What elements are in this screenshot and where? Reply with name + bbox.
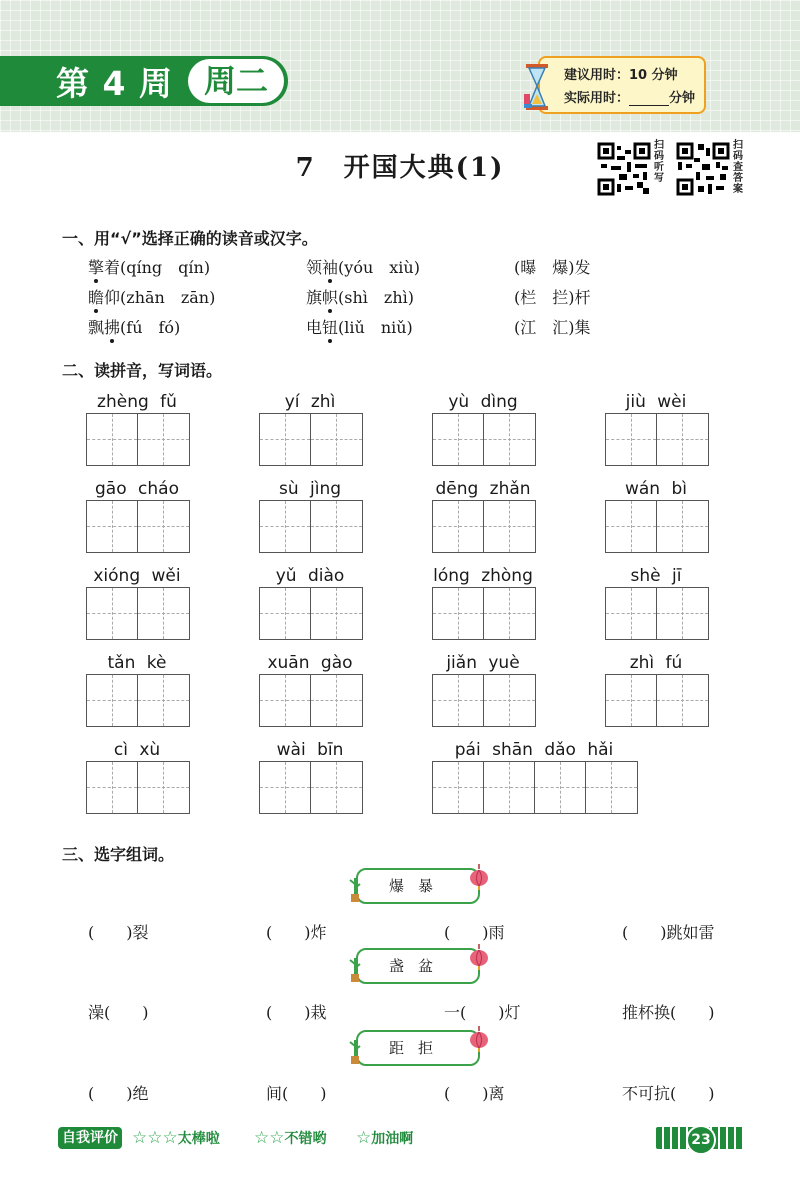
- writing-grid[interactable]: [259, 587, 363, 640]
- grid-cell[interactable]: [433, 588, 484, 639]
- grid-cell[interactable]: [606, 675, 657, 726]
- grid-cell[interactable]: [433, 675, 484, 726]
- grid-cell[interactable]: [433, 762, 484, 813]
- pinyin-label: yǔ diào: [275, 566, 345, 586]
- fill-blank-word[interactable]: ( )绝: [88, 1084, 149, 1103]
- rating-good[interactable]: ☆☆不错哟: [254, 1128, 327, 1148]
- writing-grid[interactable]: [605, 674, 709, 727]
- question-item: (江 汇)集: [514, 318, 591, 337]
- fill-blank-word[interactable]: 不可抗( ): [622, 1084, 715, 1103]
- choice-pill: 盏盆: [356, 948, 480, 984]
- lantern-icon: [468, 1026, 490, 1052]
- writing-grid[interactable]: [86, 674, 190, 727]
- grid-cell[interactable]: [586, 762, 637, 813]
- pinyin-label: gāo cháo: [95, 479, 179, 499]
- fill-blank-word[interactable]: ( )跳如雷: [622, 923, 715, 942]
- grid-cell[interactable]: [311, 588, 362, 639]
- self-eval-label: 自我评价: [58, 1127, 122, 1149]
- fill-blank-word[interactable]: 一( )灯: [444, 1003, 521, 1022]
- lantern-icon: [468, 944, 490, 970]
- fill-blank-word[interactable]: ( )离: [444, 1084, 505, 1103]
- grid-cell[interactable]: [260, 762, 311, 813]
- pinyin-label: cì xù: [113, 740, 161, 760]
- writing-grid[interactable]: [259, 500, 363, 553]
- grid-cell[interactable]: [606, 501, 657, 552]
- lantern-icon: [468, 864, 490, 890]
- pinyin-label: pái shān dǎo hǎi: [454, 740, 614, 760]
- hourglass-icon: [524, 64, 550, 110]
- plant-icon: [348, 874, 362, 902]
- page-number: 23: [686, 1125, 716, 1155]
- section1-heading: 一、用“√”选择正确的读音或汉字。: [62, 229, 318, 248]
- grid-cell[interactable]: [311, 762, 362, 813]
- grid-cell[interactable]: [535, 762, 586, 813]
- day-label: 周二: [188, 59, 284, 103]
- fill-blank-word[interactable]: ( )炸: [266, 923, 327, 942]
- writing-grid[interactable]: [86, 761, 190, 814]
- pinyin-label: zhì fú: [629, 653, 683, 673]
- grid-cell[interactable]: [87, 762, 138, 813]
- choice-pill: 爆暴: [356, 868, 480, 904]
- question-item: 电钮(liǔ niǔ): [306, 318, 413, 337]
- grid-cell[interactable]: [311, 501, 362, 552]
- pinyin-label: sù jìng: [278, 479, 342, 499]
- qr-code-icon[interactable]: [676, 142, 730, 196]
- star-icon: ☆: [356, 1128, 372, 1148]
- grid-cell[interactable]: [311, 414, 362, 465]
- fill-blank-word[interactable]: 澡( ): [88, 1003, 149, 1022]
- qr-label-listen: 扫码听写: [654, 140, 664, 184]
- grid-cell[interactable]: [87, 675, 138, 726]
- week-banner: [0, 56, 288, 106]
- writing-grid[interactable]: [605, 413, 709, 466]
- pinyin-label: dēng zhǎn: [435, 479, 531, 499]
- grid-cell[interactable]: [138, 501, 189, 552]
- writing-grid[interactable]: [605, 587, 709, 640]
- pinyin-label: yù dìng: [448, 392, 518, 412]
- writing-grid[interactable]: [86, 413, 190, 466]
- grid-cell[interactable]: [606, 414, 657, 465]
- pinyin-label: shè jī: [630, 566, 682, 586]
- star-icon: ☆☆: [254, 1128, 285, 1148]
- grid-cell[interactable]: [657, 675, 708, 726]
- pinyin-label: jiù wèi: [625, 392, 687, 412]
- pinyin-label: wán bì: [624, 479, 687, 499]
- writing-grid[interactable]: [432, 500, 536, 553]
- writing-grid[interactable]: [432, 413, 536, 466]
- writing-grid[interactable]: [432, 761, 638, 814]
- grid-cell[interactable]: [484, 675, 535, 726]
- pinyin-label: tǎn kè: [107, 653, 167, 673]
- grid-cell[interactable]: [138, 762, 189, 813]
- fill-blank-word[interactable]: ( )裂: [88, 923, 149, 942]
- fill-blank-word[interactable]: ( )栽: [266, 1003, 327, 1022]
- question-item: (栏 拦)杆: [514, 288, 591, 307]
- suggested-time: 建议用时：10 分钟: [564, 68, 678, 83]
- grid-cell[interactable]: [657, 588, 708, 639]
- grid-cell[interactable]: [484, 588, 535, 639]
- writing-grid[interactable]: [86, 587, 190, 640]
- pinyin-label: yí zhì: [284, 392, 336, 412]
- grid-cell[interactable]: [138, 414, 189, 465]
- grid-cell[interactable]: [138, 588, 189, 639]
- grid-cell[interactable]: [606, 588, 657, 639]
- question-item: (曝 爆)发: [514, 258, 591, 277]
- grid-cell[interactable]: [484, 414, 535, 465]
- writing-grid[interactable]: [432, 674, 536, 727]
- question-item: 瞻仰(zhān zān): [88, 288, 216, 307]
- actual-time: 实际用时： 分钟: [564, 91, 696, 106]
- grid-cell[interactable]: [87, 588, 138, 639]
- grid-cell[interactable]: [87, 501, 138, 552]
- rating-great[interactable]: ☆☆☆太棒啦: [132, 1128, 220, 1148]
- qr-label-answer: 扫码查答案: [733, 140, 743, 195]
- question-item: 旗帜(shì zhì): [306, 288, 415, 307]
- grid-cell[interactable]: [484, 762, 535, 813]
- fill-blank-word[interactable]: 推杯换( ): [622, 1003, 715, 1022]
- writing-grid[interactable]: [86, 500, 190, 553]
- writing-grid[interactable]: [259, 761, 363, 814]
- grid-cell[interactable]: [260, 501, 311, 552]
- pinyin-label: wài bīn: [276, 740, 344, 760]
- grid-cell[interactable]: [311, 675, 362, 726]
- grid-cell[interactable]: [260, 588, 311, 639]
- fill-blank-word[interactable]: ( )雨: [444, 923, 505, 942]
- writing-grid[interactable]: [432, 587, 536, 640]
- grid-cell[interactable]: [433, 501, 484, 552]
- pinyin-label: lóng zhòng: [433, 566, 533, 586]
- question-item: 飘拂(fú fó): [88, 318, 181, 337]
- plant-icon: [348, 1036, 362, 1064]
- pinyin-label: jiǎn yuè: [446, 653, 520, 673]
- choice-pill: 距拒: [356, 1030, 480, 1066]
- writing-grid[interactable]: [605, 500, 709, 553]
- writing-grid[interactable]: [259, 674, 363, 727]
- pinyin-label: xióng wěi: [93, 566, 181, 586]
- grid-cell[interactable]: [657, 501, 708, 552]
- question-item: 领袖(yóu xiù): [306, 258, 420, 277]
- week-label: 第 4 周: [56, 64, 173, 103]
- pinyin-label: xuān gào: [267, 653, 353, 673]
- grid-cell[interactable]: [657, 414, 708, 465]
- pinyin-label: zhèng fǔ: [97, 392, 177, 412]
- writing-grid[interactable]: [259, 413, 363, 466]
- grid-cell[interactable]: [138, 675, 189, 726]
- section2-heading: 二、读拼音，写词语。: [62, 361, 223, 380]
- qr-code-icon[interactable]: [597, 142, 651, 196]
- fill-blank-word[interactable]: 间( ): [266, 1084, 327, 1103]
- plant-icon: [348, 954, 362, 982]
- grid-cell[interactable]: [484, 501, 535, 552]
- grid-cell[interactable]: [87, 414, 138, 465]
- page-title: 7 开国大典(1): [295, 153, 505, 183]
- grid-cell[interactable]: [260, 675, 311, 726]
- grid-cell[interactable]: [433, 414, 484, 465]
- grid-cell[interactable]: [260, 414, 311, 465]
- rating-keep-going[interactable]: ☆加油啊: [356, 1128, 414, 1148]
- section3-heading: 三、选字组词。: [62, 845, 175, 864]
- question-item: 擎着(qíng qín): [88, 258, 211, 277]
- star-icon: ☆☆☆: [132, 1128, 178, 1148]
- time-box: [538, 56, 706, 114]
